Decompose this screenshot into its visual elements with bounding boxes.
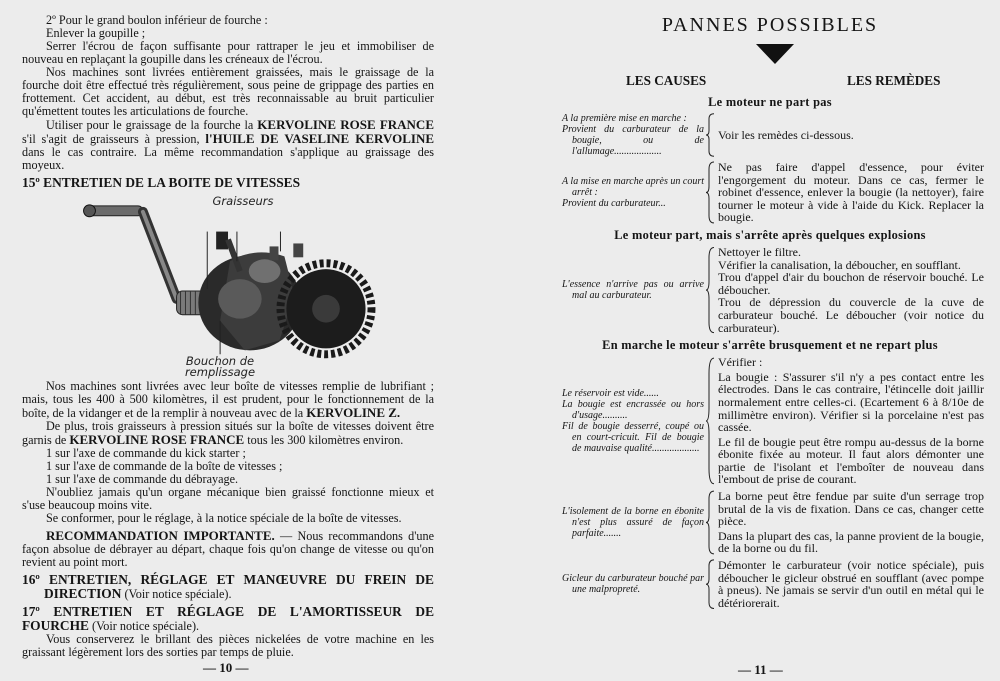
brace-icon bbox=[704, 113, 718, 157]
paragraph: Enlever la goupille ; bbox=[46, 26, 146, 40]
triangle-down-icon bbox=[756, 44, 794, 64]
cause-cell bbox=[562, 279, 704, 301]
caption-line: Bouchon de bbox=[185, 354, 255, 368]
section-17-heading bbox=[22, 605, 434, 633]
cause-cell bbox=[562, 388, 704, 454]
product-name: l'HUILE DE VASELINE KERVOLINE bbox=[205, 131, 435, 146]
gearbox-illustration bbox=[80, 192, 380, 380]
remedy-text: Nettoyer le filtre. bbox=[718, 244, 801, 259]
brace-icon bbox=[704, 161, 718, 224]
heading-text: 16º ENTRETIEN, RÉGLAGE ET MANŒUVRE DU FREIN DE DIRECTION bbox=[22, 572, 434, 601]
cause-cell bbox=[562, 573, 704, 595]
remedy-text: Le fil de bougie peut être rompu au-dessus de la borne ébonite fixée au moteur. Il faut alors démonter une partie de l'isolant et l'emboîter de nouveau dans l'embout de prise de courant. bbox=[718, 434, 984, 487]
table-row bbox=[540, 161, 1000, 224]
remedy-text: Démonter le carburateur (voir notice spéciale), puis déboucher le gicleur obstrué en soufflant (avec pompe à pneus). Ne jamais se servir d'un outil en métal qui le détériorerait. bbox=[718, 558, 984, 610]
remedy-cell bbox=[718, 161, 984, 224]
table-row bbox=[540, 490, 1000, 555]
table-row bbox=[540, 559, 1000, 609]
list-item: 1 sur l'axe de commande de la boîte de vitesses ; bbox=[46, 459, 283, 473]
list-item: 1 sur l'axe de commande du kick starter ; bbox=[46, 446, 246, 460]
remedy-cell bbox=[718, 490, 984, 555]
paragraph bbox=[22, 380, 434, 420]
table-row bbox=[540, 246, 1000, 334]
right-page bbox=[540, 0, 1000, 681]
heading-text: 17º ENTRETIEN ET RÉGLAGE DE L'AMORTISSEUR DE FOURCHE bbox=[22, 604, 434, 633]
paragraph: Vous conserverez le brillant des pièces nickelées de votre machine en les graissant légèrement lors des sorties par temps de pluie. bbox=[22, 632, 434, 659]
page-number: — 10 — bbox=[203, 660, 249, 675]
brace-icon bbox=[704, 559, 718, 609]
cause-text: La bougie est encrassée ou hors d'usage.......... bbox=[562, 399, 704, 422]
table-row bbox=[540, 356, 1000, 486]
remedy-text: Vérifier la canalisation, la déboucher, en soufflant. bbox=[718, 257, 961, 272]
section-16-heading bbox=[22, 573, 434, 601]
troubleshooting-table bbox=[540, 93, 1000, 613]
paragraph: 2º Pour le grand boulon inférieur de fourche : bbox=[46, 13, 268, 27]
cause-text: A la mise en marche après un court arrêt : bbox=[562, 175, 704, 198]
column-header-remedies: LES REMÈDES bbox=[847, 73, 941, 88]
remedy-cell bbox=[718, 246, 984, 334]
left-column bbox=[22, 14, 434, 659]
remedy-text: Dans la plupart des cas, la panne provient de la bougie, de la borne ou du fil. bbox=[718, 528, 984, 556]
remedy-text: Ne pas faire d'appel d'essence, pour éviter l'engorgement du moteur. Dans ce cas, fermer le robinet d'essence, enlever la bougie (la nettoyer), faire tourner le moteur à vide à l'aide du Kick. Replacer la bougie. bbox=[718, 160, 984, 225]
brace-icon bbox=[704, 356, 718, 486]
remedy-cell bbox=[718, 356, 984, 486]
section-heading: En marche le moteur s'arrête brusquement et ne repart plus bbox=[602, 338, 938, 353]
table-row bbox=[540, 113, 1000, 157]
cause-text: Provient du carburateur de la bougie, ou de l'allumage................... bbox=[562, 124, 704, 157]
paragraph: Se conformer, pour le réglage, à la notice spéciale de la boîte de vitesses. bbox=[46, 511, 402, 525]
section-heading: Le moteur part, mais s'arrête après quelques explosions bbox=[614, 227, 926, 242]
page-number: — 11 — bbox=[738, 662, 783, 677]
figure-caption-greasers: Graisseurs bbox=[212, 194, 274, 208]
cause-text: L'essence n'arrive pas ou arrive mal au carburateur. bbox=[562, 279, 704, 302]
caption-line: remplissage bbox=[184, 365, 256, 379]
remedy-text: Trou d'appel d'air du bouchon de réservoir bouché. Le déboucher. bbox=[718, 270, 984, 297]
text: De plus, trois graisseurs à pression situés sur la boîte de vitesses doivent être garnis de bbox=[22, 419, 434, 447]
gearbox-drawing bbox=[80, 192, 380, 380]
cause-text: Le réservoir est vide...... bbox=[562, 388, 659, 400]
text: Nos machines sont livrées avec leur boîte de vitesses remplie de lubrifiant ; mais, tous les 400 à 500 kilomètres, il est prudent, pour le fonctionnement de la boîte, de la vidanger et de la remplir à nouveau avec de la bbox=[22, 379, 434, 420]
product-name: KERVOLINE ROSE FRANCE bbox=[257, 117, 434, 132]
recommendation-paragraph bbox=[22, 529, 434, 569]
text: tous les 300 kilomètres environ. bbox=[244, 433, 404, 447]
text: — Nous recommandons d'une façon absolue de débrayer au départ, chaque fois qu'on change de vitesse ou qu'on revient au point mort. bbox=[22, 529, 435, 569]
cause-cell bbox=[562, 113, 704, 157]
brace-icon bbox=[704, 490, 718, 555]
text: dans le cas contraire. La même recommandation s'applique au graissage des moyeux. bbox=[22, 145, 434, 172]
remedy-cell bbox=[718, 559, 984, 609]
paragraph bbox=[22, 420, 434, 447]
remedy-cell bbox=[718, 129, 984, 142]
cause-text: A la première mise en marche : bbox=[562, 113, 687, 124]
heading-note: (Voir notice spéciale). bbox=[121, 587, 232, 601]
list-item: 1 sur l'axe de commande du débrayage. bbox=[46, 472, 239, 486]
remedy-text: Vérifier : bbox=[718, 355, 763, 370]
product-name: KERVOLINE ROSE FRANCE bbox=[69, 432, 245, 447]
paragraph: Nos machines sont livrées entièrement graissées, mais le graissage de la fourche doit être effectué très régulièrement, sous peine de grippage des parties en frottement. Cet accident, au début, est très reconnaissable au bruit particulier qu'émettent toutes les articulations de fourche. bbox=[22, 65, 434, 118]
cause-text: L'isolement de la borne en ébonite n'est plus assuré de façon parfaite....... bbox=[562, 506, 704, 540]
cause-text: Gicleur du carburateur bouché par une malpropreté. bbox=[562, 573, 704, 596]
product-name: KERVOLINE Z. bbox=[306, 405, 401, 420]
section-15-heading: 15º ENTRETIEN DE LA BOITE DE VITESSES bbox=[22, 175, 301, 190]
heading-note: (Voir notice spéciale). bbox=[88, 619, 200, 633]
cause-text: Provient du carburateur... bbox=[562, 197, 666, 209]
paragraph: Serrer l'écrou de façon suffisante pour rattraper le jeu et immobiliser de nouveau en replaçant la goupille dans les créneaux de l'écrou. bbox=[22, 39, 434, 66]
text: s'il s'agit de graisseurs à pression, bbox=[22, 132, 206, 146]
cause-cell bbox=[562, 506, 704, 539]
remedy-text: Voir les remèdes ci-dessous. bbox=[718, 127, 854, 142]
remedy-text: Trou de dépression du couvercle de la cuve de carburateur bouché. Le déboucher (voir notice du carburateur). bbox=[718, 295, 984, 335]
brace-icon bbox=[704, 246, 718, 334]
remedy-text: La borne peut être fendue par suite d'un serrage trop brutal de la vis de fixation. Dans ce cas, changer cette pièce. bbox=[718, 489, 984, 529]
section-heading: Le moteur ne part pas bbox=[708, 95, 832, 109]
paragraph: N'oubliez jamais qu'un organe mécanique bien graissé fonctionne mieux et s'use beaucoup moins vite. bbox=[22, 485, 434, 512]
figure-caption-filler-cap bbox=[160, 356, 280, 378]
page-title: PANNES POSSIBLES bbox=[661, 14, 879, 36]
cause-text: Fil de bougie desserré, coupé ou en court-cricuit. Fil de bougie de mauvaise qualité................... bbox=[562, 421, 704, 455]
lubrication-paragraph bbox=[22, 118, 434, 172]
cause-cell bbox=[562, 176, 704, 209]
text: Utiliser pour le graissage de la fourche la bbox=[46, 118, 258, 132]
recommendation-label: RECOMMANDATION IMPORTANTE. bbox=[46, 528, 275, 543]
remedy-text: La bougie : S'assurer s'il n'y a pes contact entre les électrodes. Dans le cas contraire, l'étincelle doit jaillir normalement entre celles-ci. (Ecartement 6 à 8/10e de millimètre environ). Vérifier si la porcelaine n'est pas cassée. bbox=[718, 369, 984, 435]
column-header-causes: LES CAUSES bbox=[626, 73, 707, 88]
